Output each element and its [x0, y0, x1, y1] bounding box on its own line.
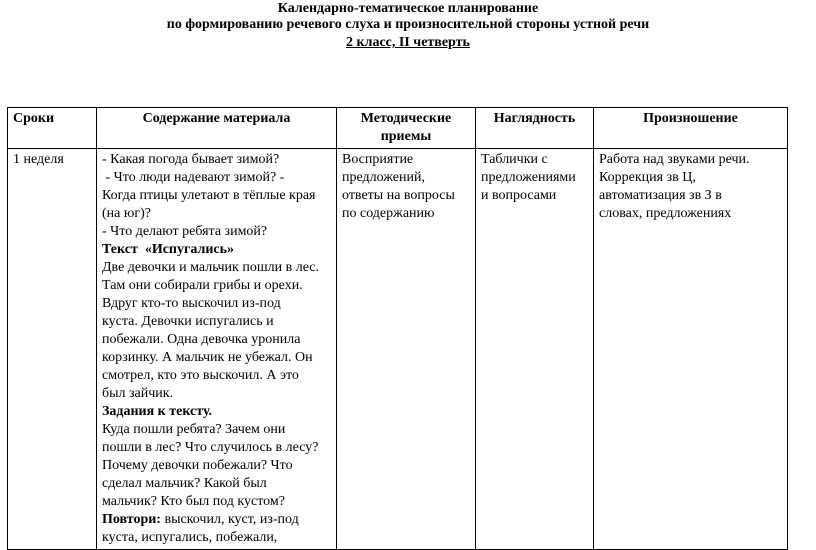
- task-line: мальчик? Кто был под кустом?: [102, 494, 285, 509]
- repeat-line: [102, 511, 331, 529]
- task-line: сделал мальчик? Какой был: [102, 476, 267, 491]
- methods-line: предложений,: [342, 170, 425, 185]
- repeat-line: куста, испугались, побежали,: [102, 530, 278, 545]
- question-line: - Что люди надевают зимой? -: [102, 170, 285, 185]
- pronunciation-line: автоматизация зв З в: [599, 188, 722, 203]
- text-line: Вдруг кто-то выскочил из-под: [102, 296, 281, 311]
- table-header-row: [8, 108, 788, 149]
- visuals-line: и вопросами: [481, 188, 557, 203]
- column-header-visuals: Наглядность: [476, 108, 594, 149]
- pronunciation-line: Коррекция зв Ц,: [599, 170, 696, 185]
- text-line: был зайчик.: [102, 386, 174, 401]
- column-header-pronunciation: Произношение: [594, 108, 788, 149]
- methods-line: ответы на вопросы: [342, 188, 455, 203]
- question-line: Когда птицы улетают в тёплые края: [102, 188, 316, 203]
- methods-line: Восприятие: [342, 152, 414, 167]
- visuals-line: Таблички с: [481, 152, 548, 167]
- text-line: корзинку. А мальчик не убежал. Он: [102, 350, 313, 365]
- cell-period: 1 неделя: [8, 149, 97, 550]
- column-header-methods: Методические приемы: [337, 108, 476, 149]
- column-header-content: Содержание материала: [97, 108, 337, 149]
- plan-table: [7, 107, 788, 550]
- repeat-text: выскочил, куст, из-под: [160, 512, 299, 527]
- pronunciation-line: Работа над звуками речи.: [599, 152, 750, 167]
- cell-visuals: [476, 149, 594, 550]
- cell-content: [97, 149, 337, 550]
- task-line: пошли в лес? Что случилось в лесу?: [102, 440, 319, 455]
- text-line: Там они собирали грибы и орехи.: [102, 278, 303, 293]
- grade-quarter: 2 класс, II четверть: [346, 35, 470, 50]
- repeat-label: Повтори:: [102, 512, 161, 527]
- text-line: куста. Девочки испугались и: [102, 314, 274, 329]
- task-line: Почему девочки побежали? Что: [102, 458, 293, 473]
- pronunciation-line: словах, предложениях: [599, 206, 732, 221]
- question-line: (на юг)?: [102, 206, 151, 221]
- document-subtitle: по формированию речевого слуха и произносительной стороны устной речи: [166, 17, 650, 32]
- table-row: [8, 149, 788, 550]
- tasks-heading: Задания к тексту.: [102, 404, 213, 419]
- cell-pronunciation: [594, 149, 788, 550]
- methods-line: по содержанию: [342, 206, 435, 221]
- task-line: Куда пошли ребята? Зачем они: [102, 422, 286, 437]
- question-line: - Что делают ребята зимой?: [102, 224, 268, 239]
- question-line: - Какая погода бывает зимой?: [102, 152, 280, 167]
- document-title: Календарно-тематическое планирование: [277, 1, 539, 16]
- text-line: смотрел, кто это выскочил. А это: [102, 368, 299, 383]
- text-heading: Текст «Испугались»: [102, 242, 235, 257]
- text-line: Две девочки и мальчик пошли в лес.: [102, 260, 319, 275]
- column-header-period: Сроки: [8, 108, 97, 149]
- visuals-line: предложениями: [481, 170, 576, 185]
- cell-methods: [337, 149, 476, 550]
- text-line: побежали. Одна девочка уронила: [102, 332, 301, 347]
